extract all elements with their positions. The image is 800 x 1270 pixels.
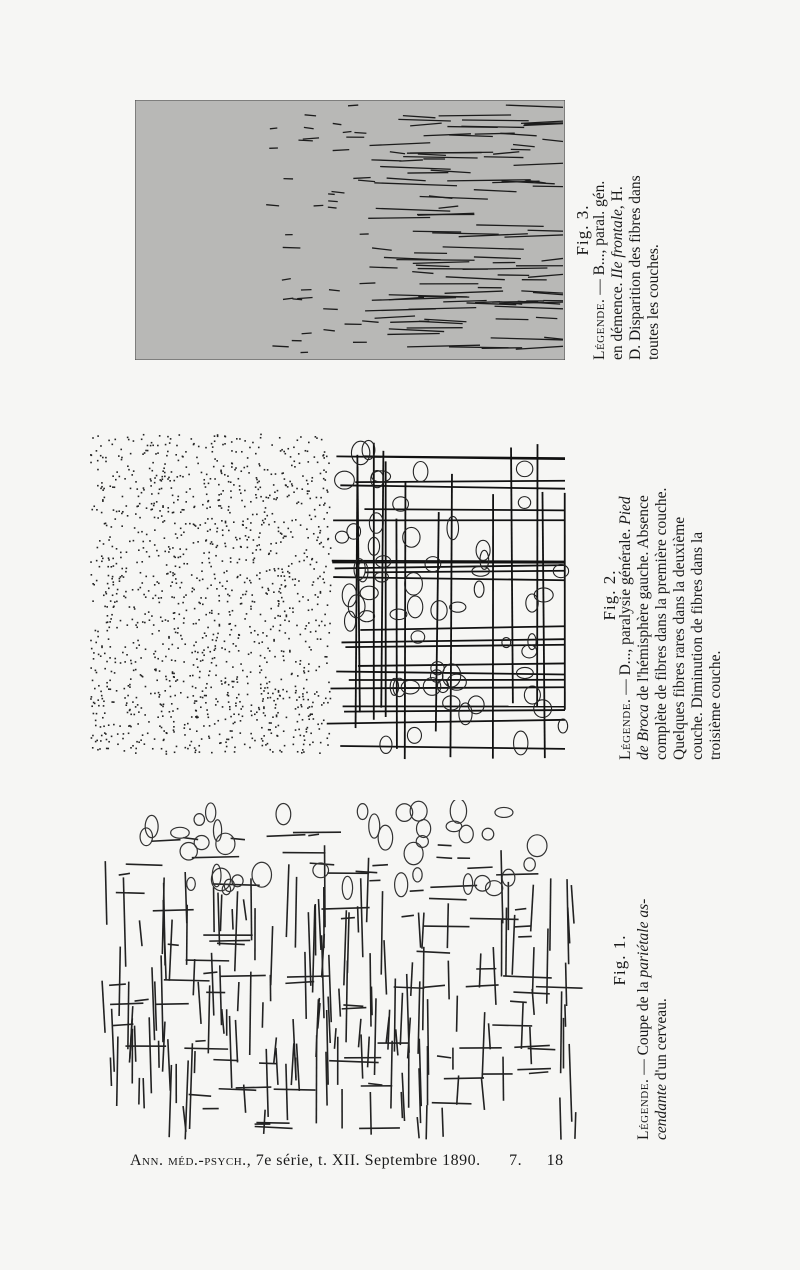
figure-1-caption <box>635 780 671 1140</box>
caption-text: troisième couche. <box>707 650 724 760</box>
footer-number-1: 7. <box>509 1152 523 1169</box>
caption-text: en démence. <box>609 278 626 360</box>
caption-text: d'un cerveau. <box>653 998 670 1085</box>
figure-1 <box>85 770 705 1150</box>
caption-italic: Pied <box>617 496 634 525</box>
caption-text: complète de fibres dans la première couche. <box>653 487 670 760</box>
footer-journal: Ann. méd.-psych. <box>130 1152 247 1169</box>
rotated-plate <box>85 40 724 1150</box>
caption-italic: pariétale as- <box>635 898 652 978</box>
caption-italic: cendante <box>653 1084 670 1140</box>
figure-1-legend-label: Légende. <box>635 1078 652 1140</box>
figure-2 <box>85 420 724 760</box>
caption-text: — Coupe de la <box>635 977 652 1079</box>
caption-italic: IIe frontale <box>609 209 626 279</box>
figure-3-caption <box>591 70 663 360</box>
figure-3 <box>85 40 705 360</box>
caption-italic: de Broca <box>635 704 652 760</box>
figure-1-image <box>85 800 605 1140</box>
page-footer <box>130 1152 690 1170</box>
caption-text: — B..., paral. gén. <box>591 180 608 299</box>
figure-3-image <box>135 100 565 360</box>
caption-text: de l'hémisphère gauche. Absence <box>635 495 652 705</box>
footer-number-2: 18 <box>546 1152 564 1169</box>
figure-2-title: Fig. 2. <box>600 569 619 621</box>
caption-text: D. Disparition des fibres dans <box>627 175 644 360</box>
caption-text: — D..., paralysie générale. <box>617 524 634 699</box>
figure-3-title: Fig. 3. <box>573 204 592 256</box>
caption-text: Quelques fibres rares dans la deuxième <box>671 516 688 760</box>
figure-2-caption <box>617 430 725 760</box>
figure-1-title: Fig. 1. <box>610 934 629 986</box>
caption-text: toutes les couches. <box>645 244 662 360</box>
footer-issue: , 7e série, t. XII. Septembre 1890. <box>246 1152 481 1169</box>
caption-text: couche. Diminution de fibres dans la <box>689 531 706 760</box>
figure-2-image <box>85 430 585 760</box>
figure-2-legend-label: Légende. <box>617 698 634 760</box>
caption-text: , H. <box>609 186 626 210</box>
figure-3-legend-label: Légende. <box>591 298 608 360</box>
